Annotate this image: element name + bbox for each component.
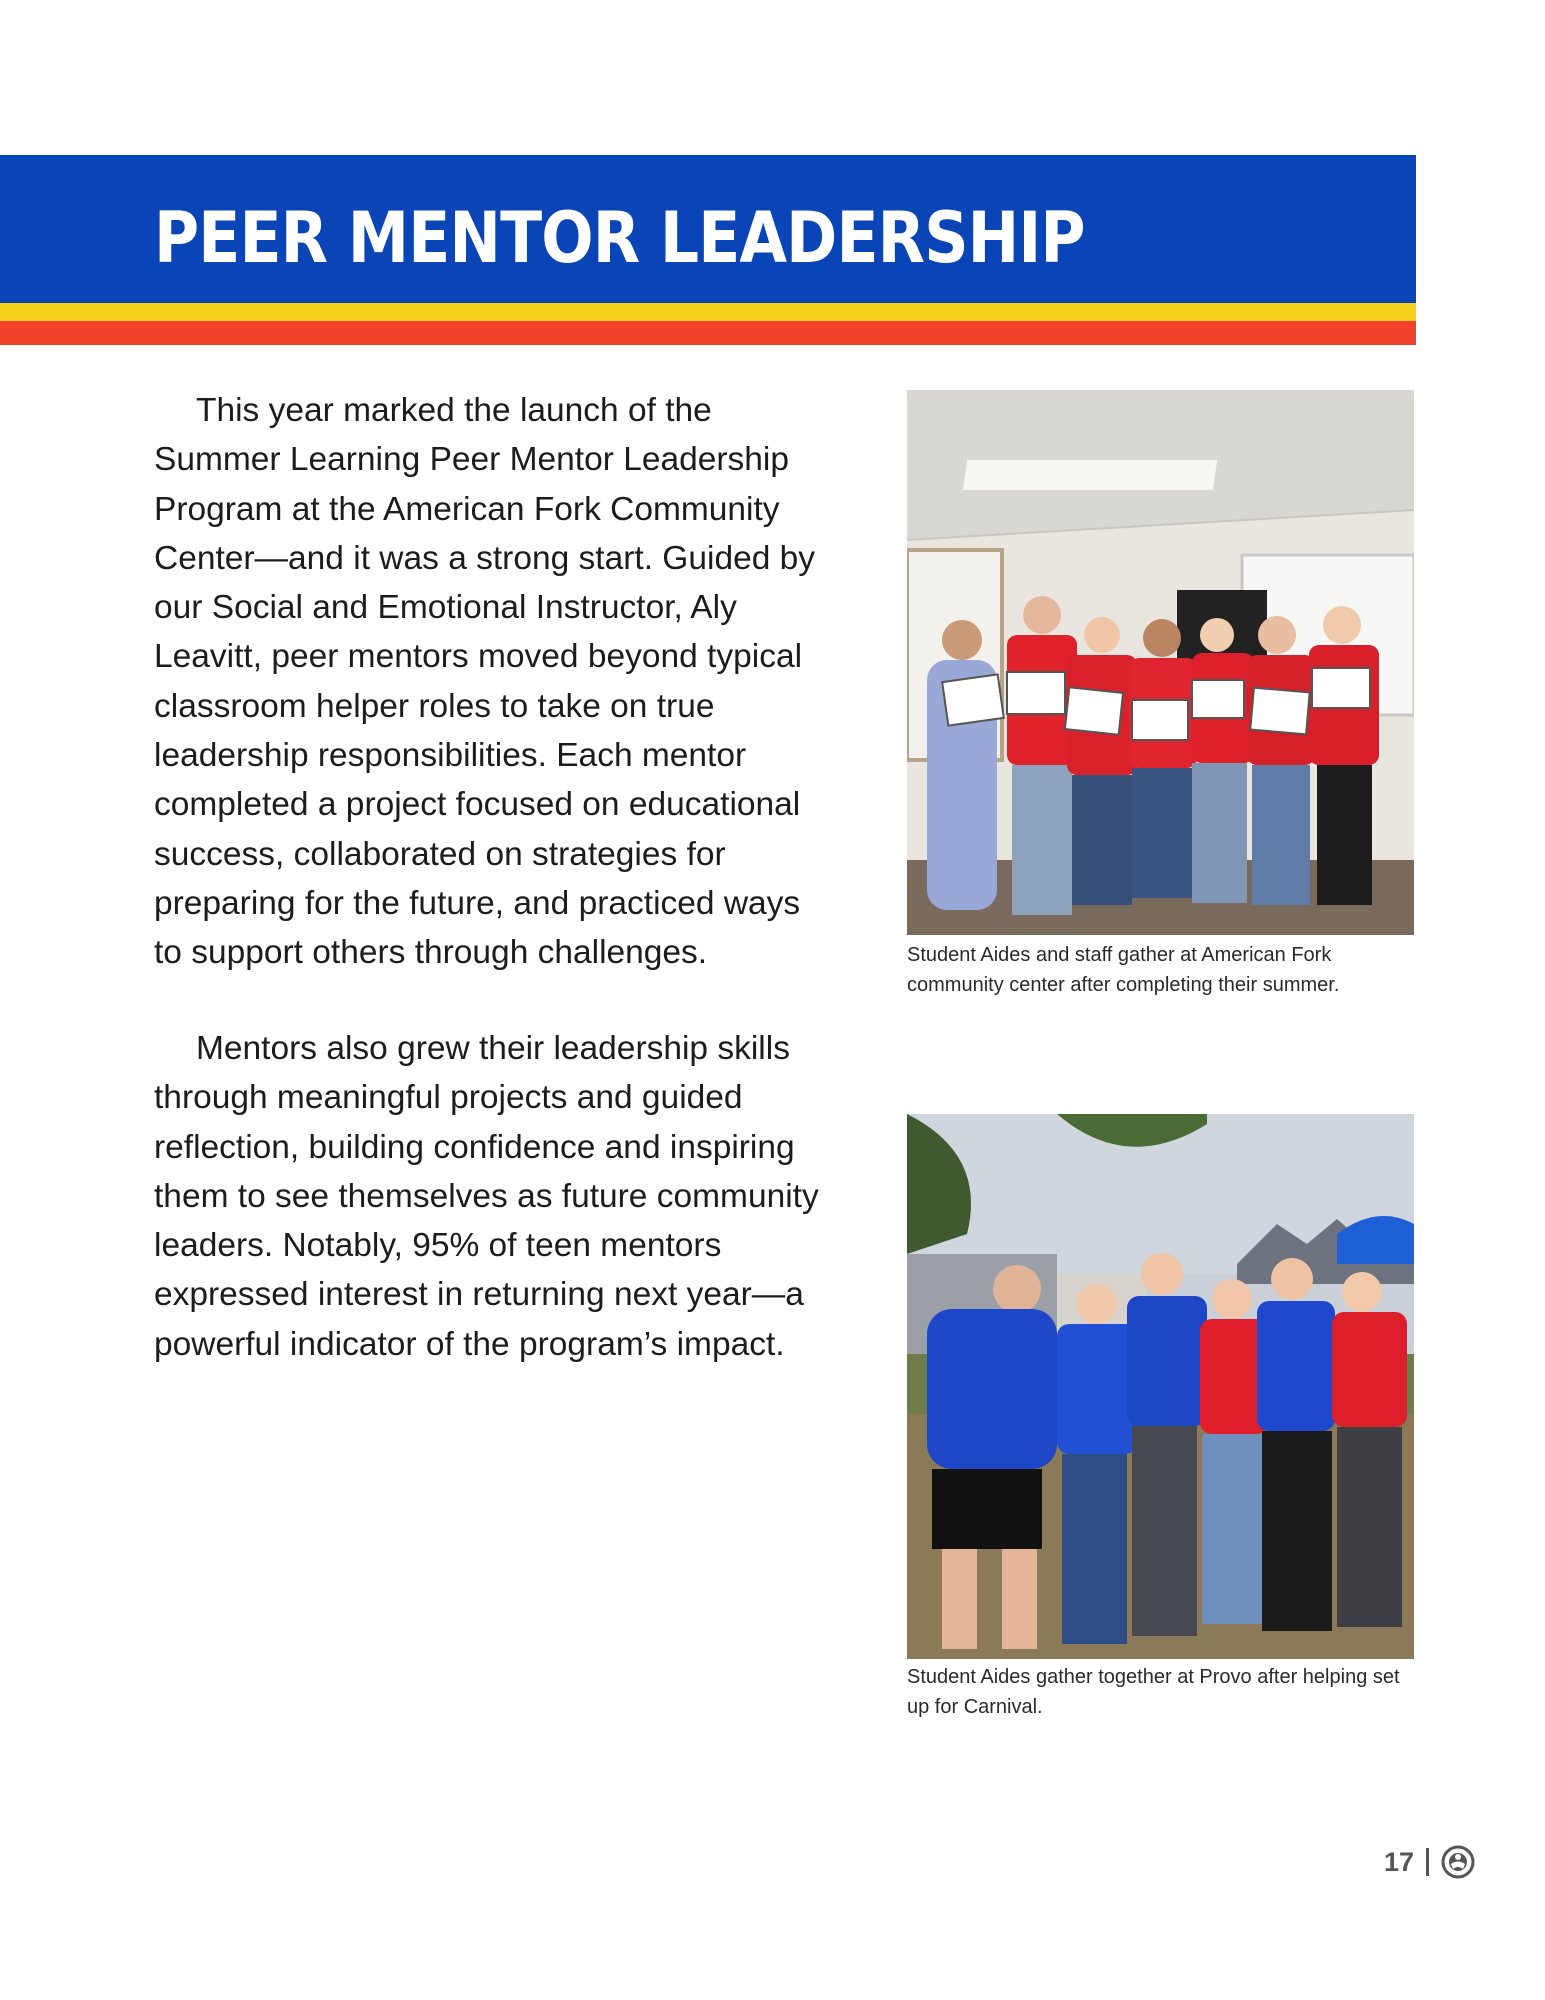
page-title: PEER MENTOR LEADERSHIP <box>154 197 1085 279</box>
united-way-logo-icon <box>1441 1845 1475 1879</box>
footer-divider <box>1426 1848 1429 1876</box>
paragraph-text: Mentors also grew their leadership skills through meaningful projects and guided reflection, building confidence and inspiring them to see themselves as future community leaders. Notably, 95% of teen mentors expressed interest in returning next year—a powerful indicator of the program’s impact. <box>154 1030 819 1363</box>
page-number: 17 <box>1384 1846 1415 1877</box>
header-banner <box>0 155 1416 345</box>
banner-red-stripe <box>0 321 1416 345</box>
banner-yellow-stripe <box>0 303 1416 321</box>
body-paragraph-1 <box>154 386 834 978</box>
photo-provo-group <box>907 1114 1414 1659</box>
body-paragraph-2 <box>154 1024 834 1369</box>
photo-american-fork-group <box>907 390 1414 935</box>
photo-caption-1: Student Aides and staff gather at American Fork community center after completing their summer. <box>907 944 1340 996</box>
photo-caption-2: Student Aides gather together at Provo after helping set up for Carnival. <box>907 1666 1400 1718</box>
paragraph-text: This year marked the launch of the Summer Learning Peer Mentor Leadership Program at the American Fork Community Center—and it was a strong start. Guided by our Social and Emotional Instructor, Aly Leavitt, peer mentors moved beyond typical classroom helper roles to take on true leadership responsibilities. Each mentor completed a project focused on educational success, collaborated on strategies for preparing for the future, and practiced ways to support others through challenges. <box>154 392 816 972</box>
page-footer <box>1384 1845 1475 1879</box>
